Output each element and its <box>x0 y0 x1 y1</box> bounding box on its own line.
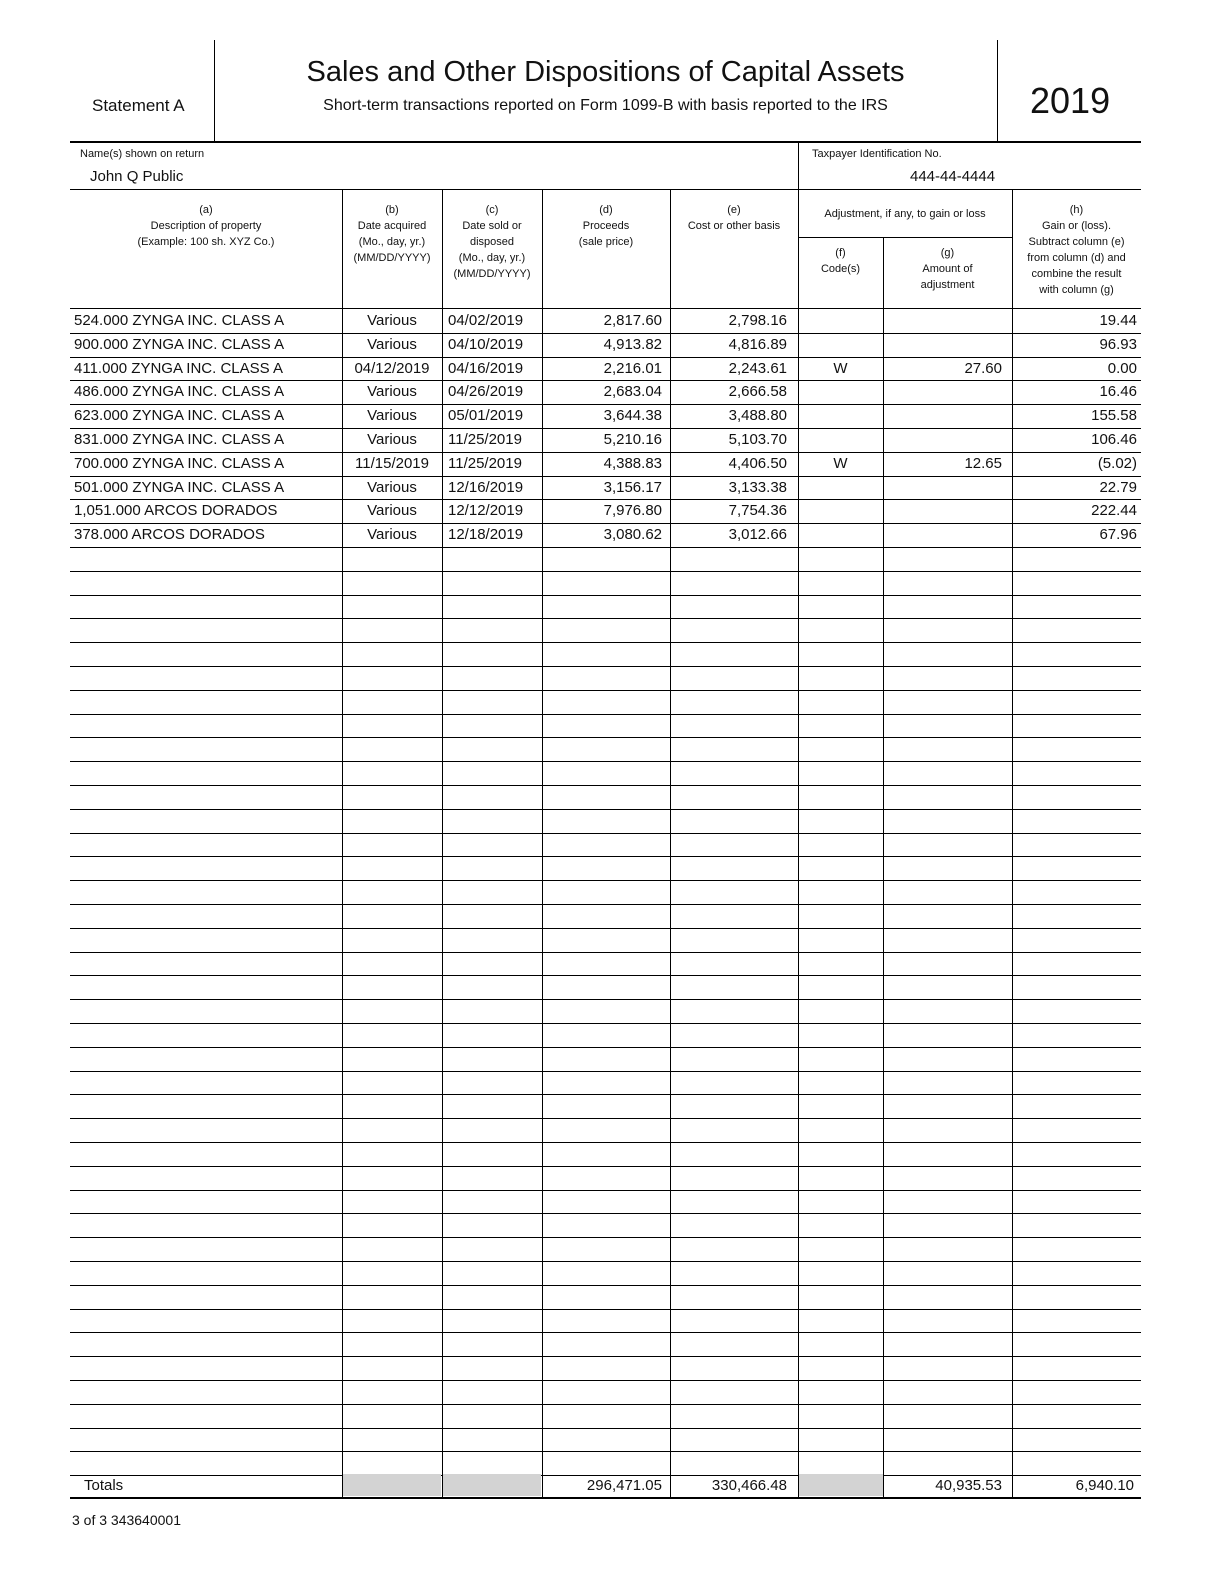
row-2-col-d: 4,913.82 <box>603 336 662 353</box>
totals-adjustment: 40,935.53 <box>935 1477 1002 1494</box>
row-10-col-b: Various <box>367 526 417 543</box>
row-1-col-c: 04/02/2019 <box>448 312 524 329</box>
row-6-col-a: 831.000 ZYNGA INC. CLASS A <box>74 431 285 448</box>
form-subtitle: Short-term transactions reported on Form 1099-B with basis reported to the IRS <box>323 97 888 114</box>
row-10-col-e: 3,012.66 <box>728 526 787 543</box>
row-6-col-d: 5,210.16 <box>603 431 662 448</box>
col-a-header: (a) Description of property (Example: 100 sh. XYZ Co.) <box>137 204 275 248</box>
row-4-col-d: 2,683.04 <box>603 383 662 400</box>
row-8-col-c: 12/16/2019 <box>448 479 524 496</box>
row-9-col-b: Various <box>367 502 417 519</box>
row-3-col-h: 0.00 <box>1107 360 1137 377</box>
row-1-col-g <box>883 310 1002 332</box>
row-5-col-c: 05/01/2019 <box>448 407 524 424</box>
row-7-col-f: W <box>833 455 848 472</box>
col-c-header: (c) Date sold or disposed (Mo., day, yr.) (MM/DD/YYYY) <box>453 204 531 280</box>
row-3-col-b: 04/12/2019 <box>354 360 430 377</box>
row-3-col-a: 411.000 ZYNGA INC. CLASS A <box>74 360 283 377</box>
row-2-col-b: Various <box>367 336 417 353</box>
totals-cost: 330,466.48 <box>711 1477 787 1494</box>
totals-gain-loss: 6,940.10 <box>1075 1477 1134 1494</box>
row-5-col-f <box>798 405 883 427</box>
row-10-col-d: 3,080.62 <box>603 526 662 543</box>
row-9-col-e: 7,754.36 <box>728 502 787 519</box>
row-7-col-h: (5.02) <box>1097 455 1137 472</box>
row-10-col-h: 67.96 <box>1099 526 1137 543</box>
row-1-col-f <box>798 310 883 332</box>
row-2-col-g <box>883 334 1002 356</box>
row-7-col-d: 4,388.83 <box>603 455 662 472</box>
totals-b-shaded <box>343 1474 441 1496</box>
row-5-col-h: 155.58 <box>1091 407 1137 424</box>
row-2-col-a: 900.000 ZYNGA INC. CLASS A <box>74 336 285 353</box>
row-2-col-f <box>798 334 883 356</box>
row-9-col-f <box>798 500 883 522</box>
taxpayer-tin: 444-44-4444 <box>910 168 996 185</box>
row-9-col-a: 1,051.000 ARCOS DORADOS <box>74 502 278 519</box>
row-3-col-c: 04/16/2019 <box>448 360 524 377</box>
row-3-col-f: W <box>833 360 848 377</box>
row-4-col-e: 2,666.58 <box>728 383 787 400</box>
col-b-header: (b) Date acquired (Mo., day, yr.) (MM/DD/YYYY) <box>353 204 431 264</box>
row-4-col-f <box>798 381 883 403</box>
row-5-col-b: Various <box>367 407 417 424</box>
row-10-col-g <box>883 524 1002 546</box>
row-6-col-h: 106.46 <box>1091 431 1137 448</box>
row-4-col-g <box>883 381 1002 403</box>
row-8-col-g <box>883 477 1002 499</box>
totals-f-shaded <box>799 1474 883 1496</box>
row-1-col-e: 2,798.16 <box>728 312 787 329</box>
row-7-col-c: 11/25/2019 <box>448 455 522 472</box>
row-5-col-d: 3,644.38 <box>603 407 662 424</box>
totals-c-shaded <box>443 1474 541 1496</box>
row-1-col-h: 19.44 <box>1099 312 1137 329</box>
row-3-col-e: 2,243.61 <box>728 360 787 377</box>
row-3-col-d: 2,216.01 <box>603 360 662 377</box>
row-2-col-e: 4,816.89 <box>728 336 787 353</box>
row-7-col-g: 12.65 <box>964 455 1002 472</box>
totals-proceeds: 296,471.05 <box>586 1477 662 1494</box>
row-2-col-h: 96.93 <box>1099 336 1137 353</box>
row-6-col-e: 5,103.70 <box>728 431 787 448</box>
statement-label: Statement A <box>92 96 185 115</box>
row-9-col-h: 222.44 <box>1091 502 1137 519</box>
row-9-col-c: 12/12/2019 <box>448 502 524 519</box>
col-h-header: (h) Gain or (loss). Subtract column (e) from column (d) and combine the result with column (g) <box>1027 204 1126 296</box>
row-1-col-a: 524.000 ZYNGA INC. CLASS A <box>74 312 285 329</box>
row-1-col-b: Various <box>367 312 417 329</box>
row-5-col-g <box>883 405 1002 427</box>
row-10-col-a: 378.000 ARCOS DORADOS <box>74 526 265 543</box>
name-label: Name(s) shown on return <box>80 148 205 160</box>
row-5-col-e: 3,488.80 <box>728 407 787 424</box>
row-9-col-g <box>883 500 1002 522</box>
row-4-col-h: 16.46 <box>1099 383 1137 400</box>
row-2-col-c: 04/10/2019 <box>448 336 524 353</box>
row-8-col-h: 22.79 <box>1099 479 1137 496</box>
row-6-col-g <box>883 429 1002 451</box>
form-title: Sales and Other Dispositions of Capital Assets <box>306 56 905 88</box>
row-4-col-a: 486.000 ZYNGA INC. CLASS A <box>74 383 285 400</box>
row-4-col-c: 04/26/2019 <box>448 383 524 400</box>
totals-label: Totals <box>84 1477 124 1494</box>
row-6-col-f <box>798 429 883 451</box>
row-8-col-d: 3,156.17 <box>603 479 662 496</box>
row-5-col-a: 623.000 ZYNGA INC. CLASS A <box>74 407 285 424</box>
row-7-col-e: 4,406.50 <box>728 455 787 472</box>
row-7-col-b: 11/15/2019 <box>355 455 429 472</box>
row-4-col-b: Various <box>367 383 417 400</box>
row-1-col-d: 2,817.60 <box>603 312 662 329</box>
adjustment-header: Adjustment, if any, to gain or loss <box>824 208 986 220</box>
tax-year: 2019 <box>1030 80 1111 121</box>
taxpayer-name: John Q Public <box>90 168 184 185</box>
row-6-col-c: 11/25/2019 <box>448 431 522 448</box>
page-footer: 3 of 3 343640001 <box>72 1512 181 1528</box>
row-9-col-d: 7,976.80 <box>603 502 662 519</box>
row-8-col-f <box>798 477 883 499</box>
col-g-header: (g) Amount of adjustment <box>920 247 975 291</box>
tin-label: Taxpayer Identification No. <box>812 148 942 160</box>
row-7-col-a: 700.000 ZYNGA INC. CLASS A <box>74 455 285 472</box>
col-e-header: (e) Cost or other basis <box>687 204 781 232</box>
col-d-header: (d) Proceeds (sale price) <box>578 204 634 248</box>
row-8-col-e: 3,133.38 <box>728 479 787 496</box>
col-f-header: (f) Code(s) <box>820 247 861 275</box>
row-10-col-c: 12/18/2019 <box>448 526 524 543</box>
row-10-col-f <box>798 524 883 546</box>
row-8-col-b: Various <box>367 479 417 496</box>
row-6-col-b: Various <box>367 431 417 448</box>
row-8-col-a: 501.000 ZYNGA INC. CLASS A <box>74 479 285 496</box>
row-3-col-g: 27.60 <box>964 360 1002 377</box>
